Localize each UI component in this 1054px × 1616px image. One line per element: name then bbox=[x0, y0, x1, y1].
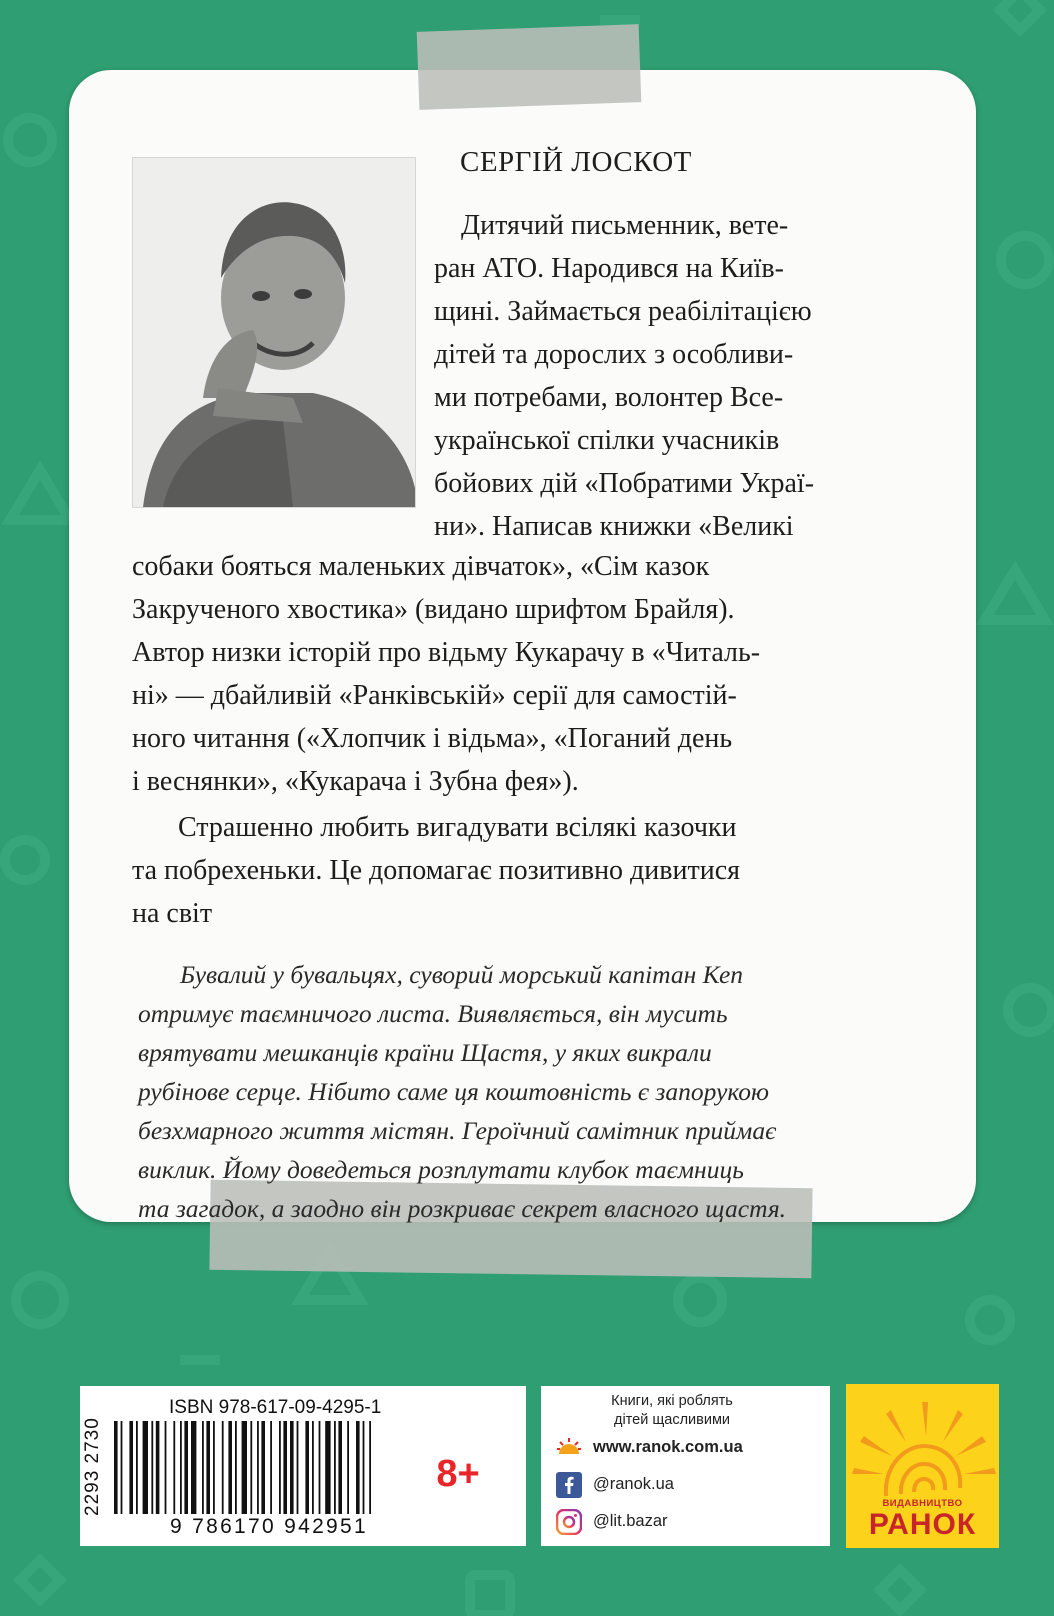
sun-logo-icon bbox=[555, 1434, 582, 1461]
bio-line-4: дітей та дорослих з особливи- bbox=[434, 339, 794, 370]
bio-line-1: Дитячий письменник, вете- bbox=[461, 210, 789, 241]
tagline-line-2: дітей щасливими bbox=[613, 1411, 731, 1428]
instagram-handle[interactable]: @lit.bazar bbox=[593, 1512, 668, 1530]
facebook-handle[interactable]: @ranok.ua bbox=[593, 1475, 674, 1493]
bio-line-6: української спілки учасників bbox=[434, 425, 780, 456]
instagram-icon bbox=[555, 1508, 582, 1535]
publisher-label-small: ВИДАВНИЦТВО bbox=[882, 1498, 963, 1509]
barcode-vertical-code: 2293 2730 bbox=[82, 1417, 103, 1517]
age-rating-text: 8+ bbox=[436, 1452, 480, 1495]
publisher-label-big: РАНОК bbox=[868, 1508, 977, 1541]
bio-line-3: щині. Займається реабілітацією bbox=[434, 296, 812, 327]
annotation-line-5: безхмарного життя містян. Героїчний самітник приймає bbox=[138, 1116, 777, 1145]
bio-line-17: на світ bbox=[132, 898, 213, 929]
instagram-row[interactable] bbox=[555, 1508, 668, 1535]
bio-line-2: ран АТО. Народився на Київ- bbox=[434, 253, 784, 284]
tape-strip-top bbox=[417, 24, 642, 110]
bio-line-7: бойових дій «Побратими Украї- bbox=[434, 468, 815, 499]
bio-line-9: собаки бояться маленьких дівчаток», «Сім казок bbox=[132, 551, 710, 582]
author-name: СЕРГІЙ ЛОСКОТ bbox=[460, 146, 692, 178]
annotation-line-1: Бувалий у бувальцях, суворий морський капітан Кеп bbox=[180, 960, 744, 989]
bio-line-5: ми потребами, волонтер Все- bbox=[434, 382, 784, 413]
bio-line-8: ни». Написав книжки «Великі bbox=[434, 511, 794, 542]
bio-line-12: ні» — дбайливій «Ранківській» серії для самостій- bbox=[132, 680, 737, 711]
ean-digits: 9 786170 942951 bbox=[170, 1515, 368, 1538]
annotation-line-7: та загадок, а заодно він розкриває секрет власного щастя. bbox=[138, 1194, 787, 1223]
annotation-line-6: виклик. Йому доведеться розплутати клубок таємниць bbox=[138, 1155, 744, 1184]
publisher-tagline bbox=[582, 1392, 762, 1430]
age-rating-badge bbox=[410, 1426, 506, 1522]
bio-line-15: Страшенно любить вигадувати всілякі казочки bbox=[178, 812, 737, 843]
bio-line-13: ного читання («Хлопчик і відьма», «Поганий день bbox=[132, 723, 733, 754]
bio-line-11: Автор низки історій про відьму Кукарачу в «Читаль- bbox=[132, 637, 761, 668]
bio-line-10: Закрученого хвостика» (видано шрифтом Брайля). bbox=[132, 594, 735, 625]
annotation-line-2: отримує таємничого листа. Виявляється, він мусить bbox=[138, 999, 728, 1028]
website-link[interactable]: www.ranok.com.ua bbox=[593, 1438, 743, 1456]
bio-line-14: і веснянки», «Кукарача і Зубна фея»). bbox=[132, 766, 579, 797]
annotation-line-3: врятувати мешканців країни Щастя, у яких викрали bbox=[138, 1038, 712, 1067]
facebook-icon bbox=[555, 1471, 582, 1498]
facebook-row[interactable] bbox=[555, 1471, 674, 1498]
tagline-line-1: Книги, які роблять bbox=[611, 1393, 733, 1409]
annotation-line-4: рубінове серце. Нібито саме ця коштовність є запорукою bbox=[138, 1077, 770, 1106]
bio-line-16: та побрехеньки. Це допомагає позитивно дивитися bbox=[132, 855, 741, 886]
author-photo bbox=[132, 157, 416, 508]
website-row[interactable] bbox=[555, 1434, 743, 1461]
isbn-text: ISBN 978-617-09-4295-1 bbox=[169, 1397, 382, 1418]
